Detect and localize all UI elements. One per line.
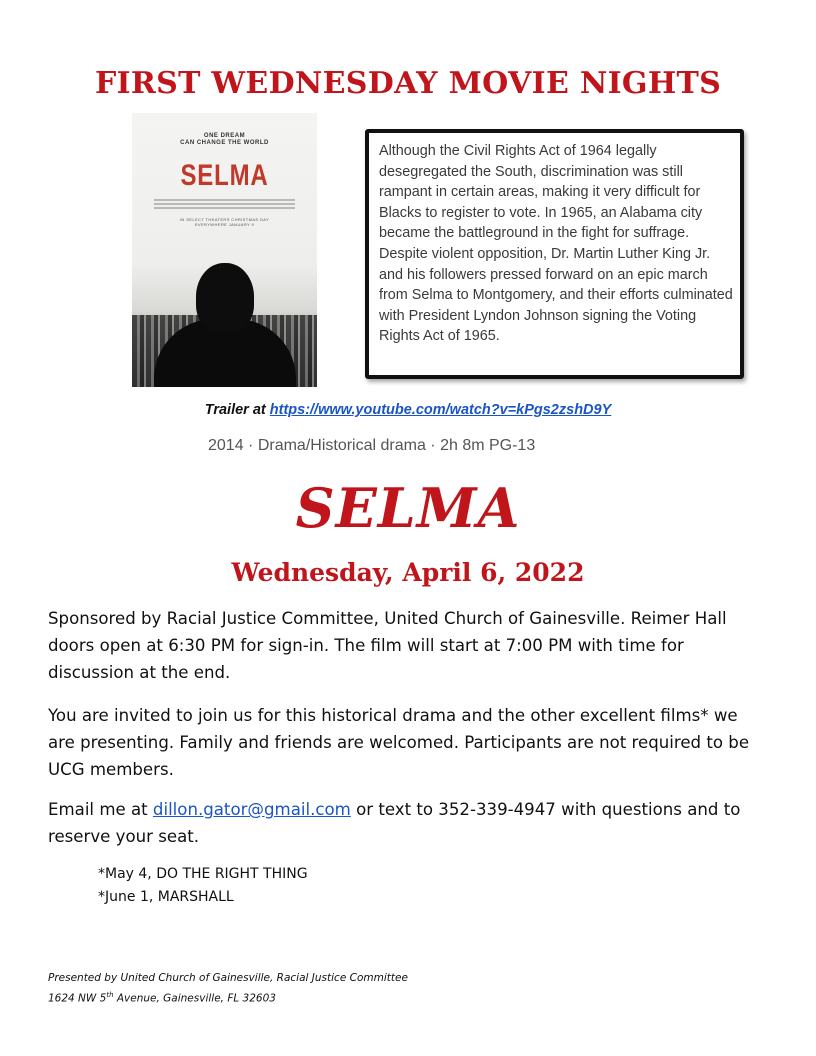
email-prefix: Email me at (48, 800, 148, 819)
footer-presenter: Presented by United Church of Gainesville, Racial Justice Committee (48, 972, 408, 984)
poster-figure-head (196, 263, 254, 333)
footer-address-part1: 1624 NW 5 (48, 992, 107, 1005)
poster-credits (154, 199, 295, 201)
email-suffix: or text to 352-339-4947 with questions and to reserve your seat. (48, 800, 741, 846)
trailer-link[interactable]: https://www.youtube.com/watch?v=kPgs2zshD9Y (269, 402, 612, 418)
poster-tagline-line1: ONE DREAM (203, 133, 246, 139)
poster-credits (154, 207, 295, 209)
poster-credits (154, 203, 295, 205)
upcoming-film-item: *May 4, DO THE RIGHT THING (98, 866, 308, 882)
poster-release-info (132, 217, 317, 227)
footer (48, 970, 408, 1008)
email-link[interactable]: dillon.gator@gmail.com (152, 800, 351, 819)
movie-poster-image (132, 113, 317, 387)
contact-paragraph (48, 796, 768, 850)
movie-meta: 2014 · Drama/Historical drama · 2h 8m PG-13 (208, 437, 536, 454)
poster-tagline (132, 133, 317, 147)
sponsor-paragraph: Sponsored by Racial Justice Committee, United Church of Gainesville. Reimer Hall doors open at 6:30 PM for sign-in. The film will start at 7:00 PM with time for discussion at the end. (48, 609, 727, 682)
poster-release-line2: EVERYWHERE JANUARY 9 (194, 222, 255, 227)
footer-address-part2: Avenue, Gainesville, FL 32603 (113, 992, 276, 1005)
event-date: Wednesday, April 6, 2022 (231, 558, 585, 587)
footer-address-sup: th (106, 991, 114, 999)
invite-paragraph: You are invited to join us for this historical drama and the other excellent films* we are presenting. Family and friends are welcomed. Participants are not required to be UCG members. (48, 706, 750, 779)
footer-address (48, 987, 408, 1008)
upcoming-films-list (98, 863, 308, 909)
movie-title: SELMA (295, 476, 521, 540)
poster-title: SELMA (180, 159, 269, 192)
upcoming-film-item: *June 1, MARSHALL (98, 889, 234, 905)
flyer-title: FIRST WEDNESDAY MOVIE NIGHTS (94, 66, 722, 101)
poster-tagline-line2: CAN CHANGE THE WORLD (180, 140, 269, 146)
movie-description-box: Although the Civil Rights Act of 1964 legally desegregated the South, discrimination was still rampant in certain areas, making it very difficult for Blacks to register to vote. In 1965, an Alabama city became the battleground in the fight for suffrage. Despite violent opposition, Dr. Martin Luther King Jr. and his followers pressed forward on an epic march from Selma to Montgomery, and their efforts culminated with President Lyndon Johnson signing the Voting Rights Act of 1965. (365, 129, 744, 379)
poster-release-line1: IN SELECT THEATERS CHRISTMAS DAY (179, 217, 270, 222)
trailer-line (0, 402, 816, 418)
trailer-label: Trailer at (204, 402, 266, 418)
